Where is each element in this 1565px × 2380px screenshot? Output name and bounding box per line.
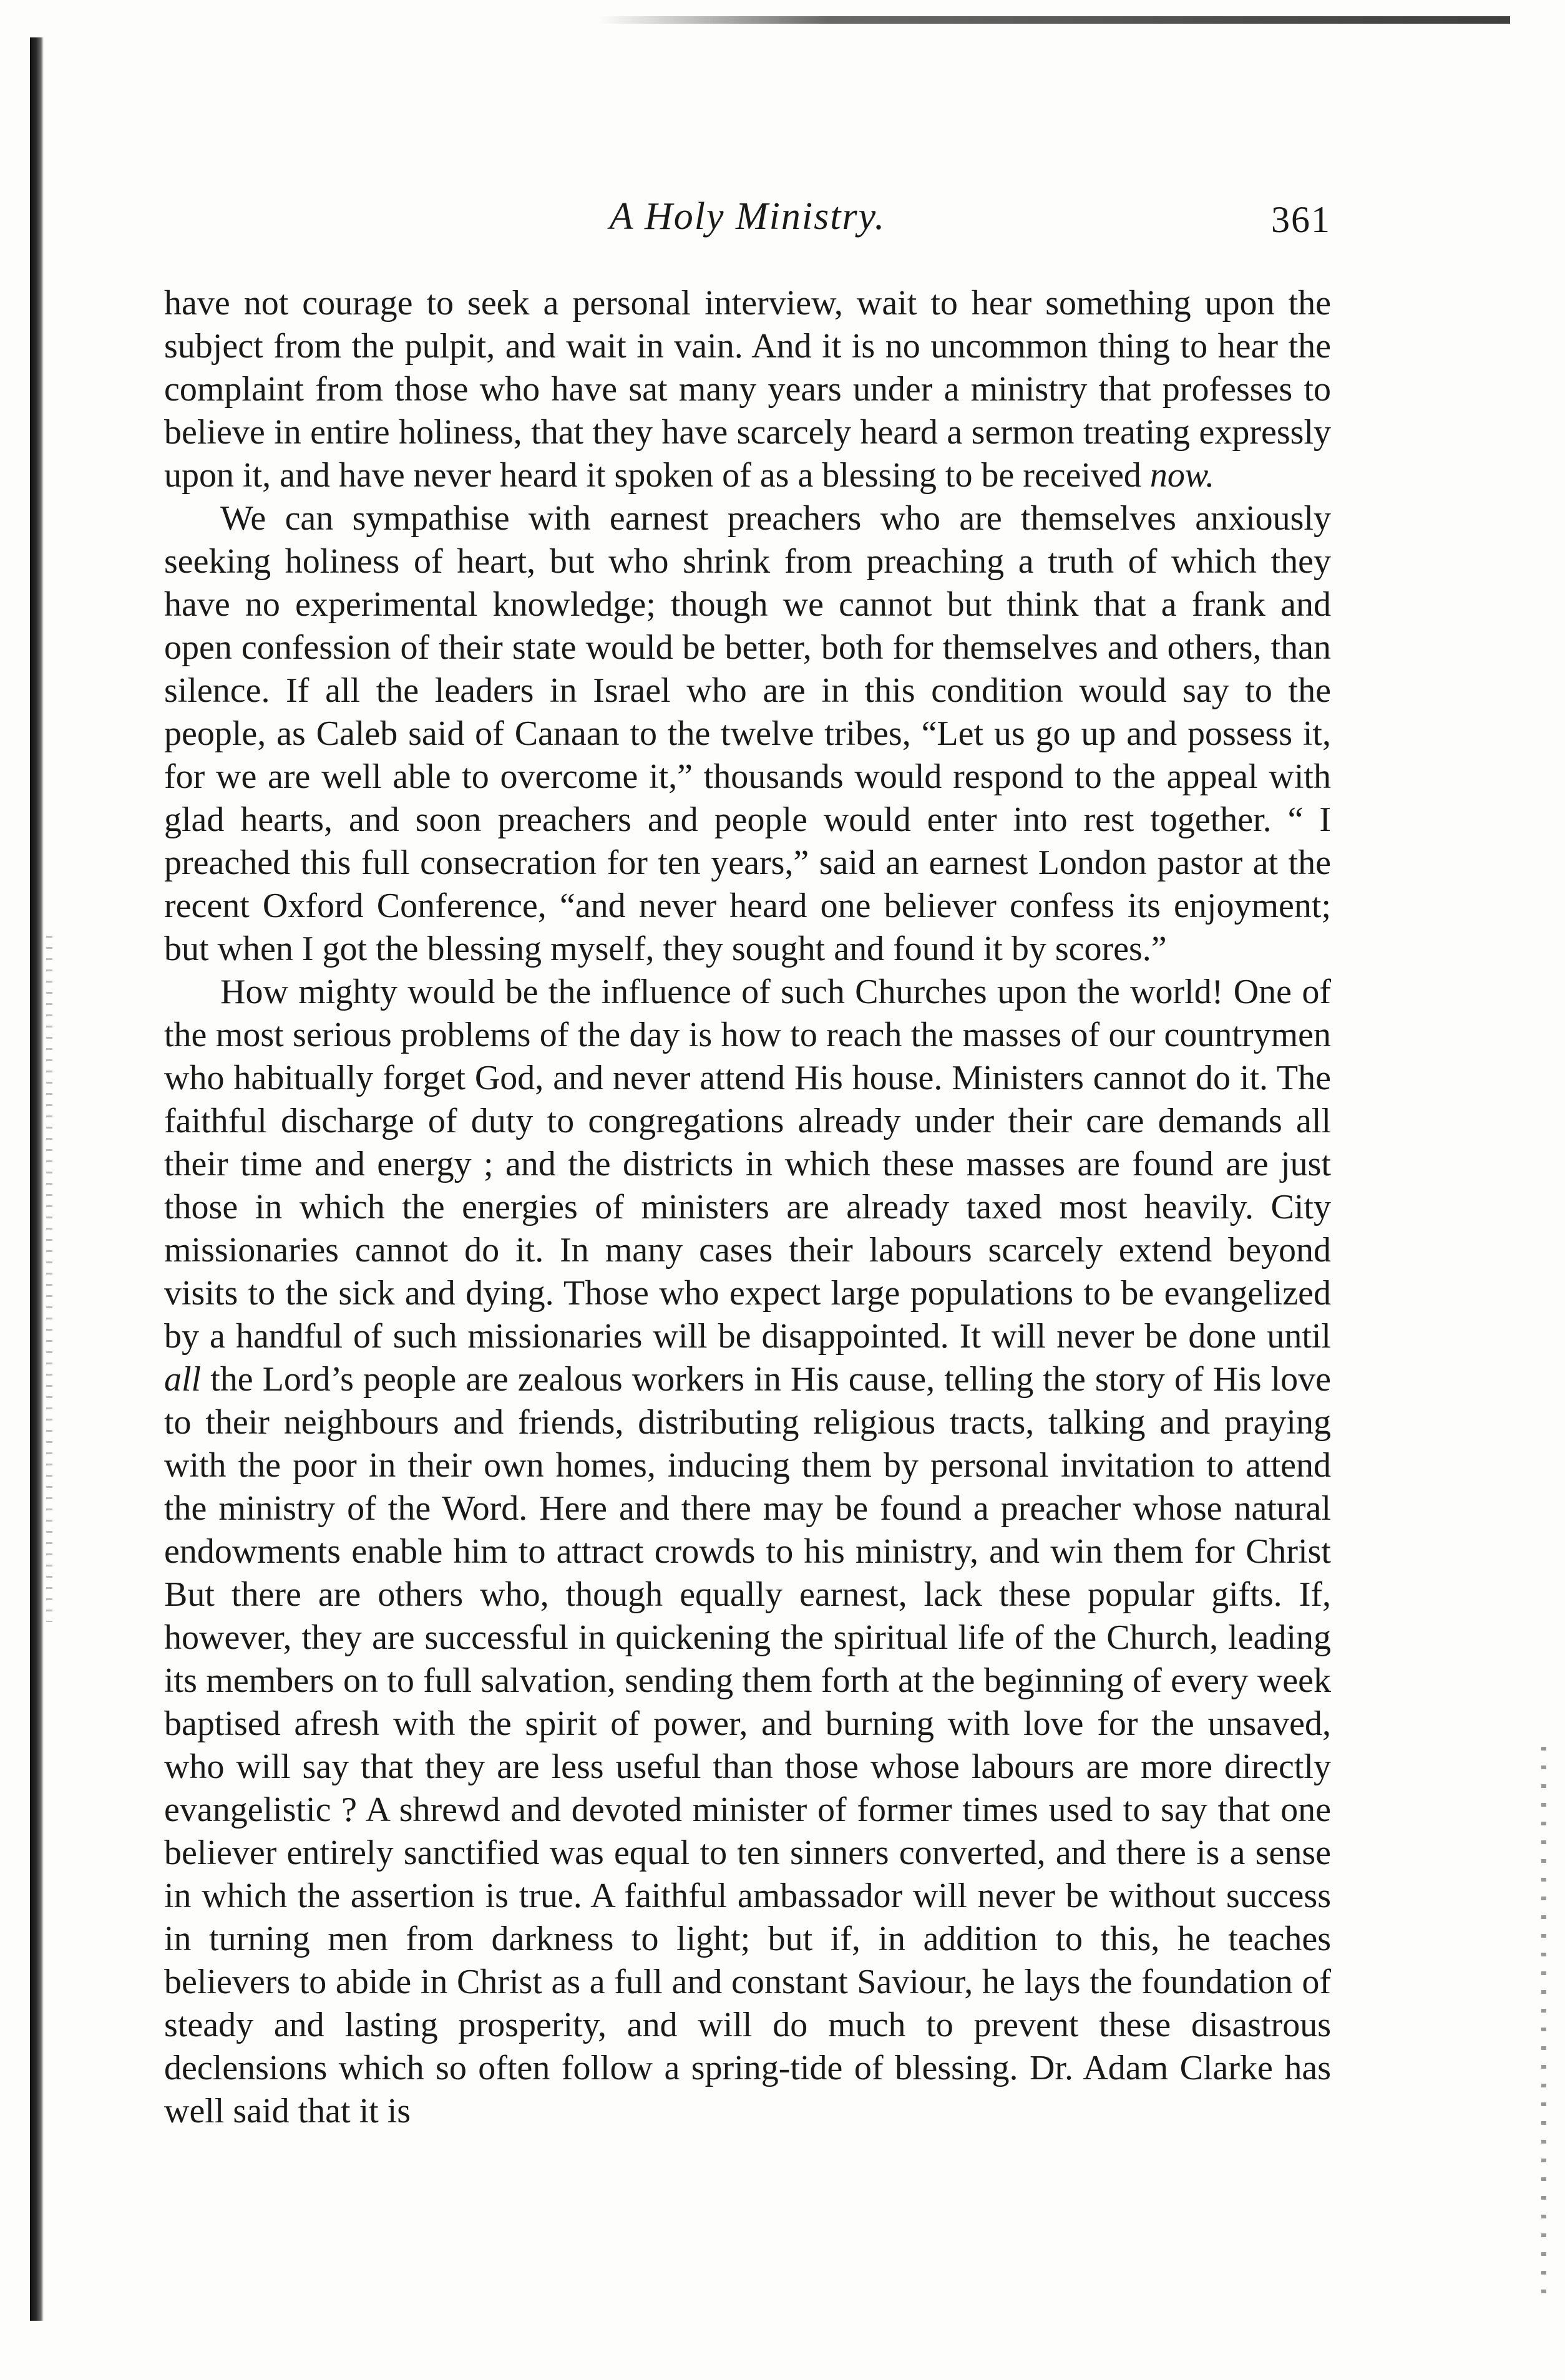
binding-edge [30, 37, 44, 2321]
paragraph-text: We can sympathise with earnest preachers who are themselves anxiously seeking holiness of heart, but who shrink from preaching a truth of which they have no experimental knowledge; though we cannot but think that a frank and open confession of their state would be better, both for themselves and others, than silence. If all the leaders in Israel who are in this condition would say to the people, as Caleb said of Canaan to the twelve tribes, “Let us go up and possess it, for we are well able to overcome it,” thousands would respond to the appeal with glad hearts, and soon preachers and people would enter into rest together. “ I preached this full consecration for ten years,” said an earnest London pastor at the recent Oxford Conference, “and never heard one believer confess its enjoyment; but when I got the blessing myself, they sought and found it by scores.” [164, 499, 1331, 968]
paragraph [164, 497, 1331, 971]
paragraph-text: How mighty would be the influence of such Churches upon the world! One of the most serious problems of the day is how to reach the masses of our countrymen who habitually forget God, and never attend His house. Ministers cannot do it. The faithful discharge of duty to congregations already under their care demands all their time and energy ; and the districts in which these masses are found are just those in which the energies of ministers are already taxed most heavily. City missionaries cannot do it. In many cases their labours scarcely extend beyond visits to the sick and dying. Those who expect large populations to be evangelized by a handful of such missionaries will be disappointed. It will never be done until [164, 973, 1331, 1356]
paragraph-text: have not courage to seek a personal interview, wait to hear something upon the subject from the pulpit, and wait in vain. And it is no uncommon thing to hear the complaint from those who have sat many years under a ministry that professes to believe in entire holiness, that they have scarcely heard a sermon treating expressly upon it, and have never heard it spoken of as a blessing to be received [164, 284, 1331, 495]
italic-text: now. [1149, 456, 1215, 495]
page-number: 361 [1271, 199, 1331, 240]
binding-speckle [46, 936, 52, 1622]
paragraph-text: the Lord’s people are zealous workers in His cause, telling the story of His love to their neighbours and friends, distributing religious tracts, talking and praying with the poor in their own homes, inducing them by personal invitation to attend the ministry of the Word. Here and there may be found a preacher whose natural endowments enable him to attract crowds to his ministry, and win them for Christ But there are others who, though equally earnest, lack these popular gifts. If, however, they are successful in quickening the spiritual life of the Church, leading its members on to full salvation, sending them forth at the beginning of every week baptised afresh with the spirit of power, and burning with love for the unsaved, who will say that they are less useful than those whose labours are more directly evangelistic ? A shrewd and devoted minister of former times used to say that one believer entirely sanctified was equal to ten sinners converted, and there is a sense in which the assertion is true. A faithful ambassador will never be without success in turning men from darkness to light; but if, in addition to this, he teaches believers to abide in Christ as a full and constant Saviour, he lays the foundation of steady and lasting prosperity, and will do much to prevent these disastrous declensions which so often follow a spring-tide of blessing. Dr. Adam Clarke has well said that it is [164, 1360, 1331, 2130]
page-header [164, 195, 1331, 263]
italic-text: all [164, 1360, 202, 1399]
edge-speckle [1541, 1747, 1546, 2308]
body-text [164, 282, 1331, 2133]
running-title: A Holy Ministry. [609, 195, 886, 238]
paragraph [164, 282, 1331, 497]
paragraph [164, 971, 1331, 2133]
scan-noise-strip [599, 16, 1510, 24]
